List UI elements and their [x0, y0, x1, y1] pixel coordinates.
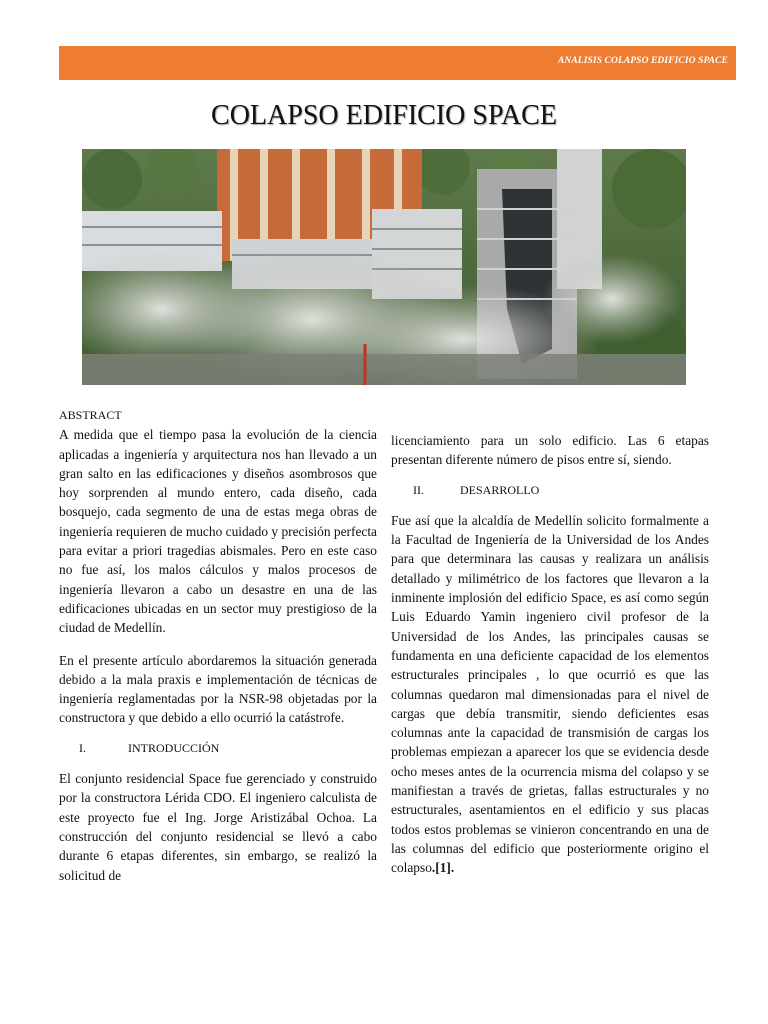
section-title: INTRODUCCIÓN	[128, 740, 220, 755]
abstract-paragraph-1: A medida que el tiempo pasa la evolución de la ciencia aplicadas a ingeniería y arquitectura nos han llevado a un gran salto en las edificaciones y diseños asombrosos que hoy sorprenden al mundo entero, cada diseño, cada bosquejo, cada segmento de una de estas mega obras de ingeniería requieren de mucho cuidado y precisión perfecta para evitar a priori tragedias abismales. Pero en este caso no fue así, los malos cálculos y malos procesos de ingeniería llevaron a cabo un desastre en una de las edificaciones ubicadas en un sector muy prestigioso de la ciudad de Medellín.	[59, 427, 377, 636]
desarrollo-paragraph	[391, 511, 709, 878]
section-number: I.	[79, 740, 86, 755]
page-title: COLAPSO EDIFICIO SPACE	[211, 100, 557, 131]
desarrollo-text: Fue así que la alcaldía de Medellín solicito formalmente a la Facultad de Ingeniería de la Universidad de los Andes para que determinara las causas y realizara un análisis detallado y milimétrico de los factores que llevaron a la inminente implosión del edificio Space, es así como según Luis Eduardo Yamin ingeniero civil profesor de la Universidad de los Andes, las principales causas se fundamenta en una deficiente capacidad de los elementos estructurales principales , lo que ocurrió es que las columnas quedaron mal dimensionadas para el nivel de cargas que debía transmitir, siendo deficientes esas columnas ante la capacidad de transmisión de cargas los problemas empiezan a aparecer los que se evidencia desde ocho meses antes de la ocurrencia misma del colapso y se manifiestan a través de grietas, fallas estructurales y no estructurales, asentamientos en el edificio y sus placas todos estos problemas se vinieron concentrando en una de las columnas del edificio que posteriormente origino el colapso	[391, 512, 709, 876]
left-column	[59, 406, 377, 885]
section-heading-intro	[59, 739, 377, 758]
intro-paragraph: El conjunto residencial Space fue gerenciado y construido por la constructora Lérida CDO. El ingeniero calculista de este proyecto fue el Ing. Jorge Aristizábal Ochoa. La construcción del conjunto residencial se llevó a cabo durante 6 etapas diferentes, sin embargo, se realizó la solicitud de	[59, 771, 377, 883]
abstract-paragraph-2: En el presente artículo abordaremos la situación generada debido a la mala praxis e implementación de técnicas de ingeniería reglamentadas por la NSR-98 objetadas por la constructora y que debido a ello ocurrió la catástrofe.	[59, 652, 377, 726]
header-bar	[59, 46, 736, 80]
section-number: II.	[413, 482, 424, 497]
running-title: ANALISIS COLAPSO EDIFICIO SPACE	[557, 56, 728, 66]
collapse-photo	[82, 149, 686, 385]
citation-reference[interactable]: .[1].	[431, 860, 455, 876]
abstract-heading: ABSTRACT	[59, 408, 122, 422]
right-column	[391, 431, 709, 878]
section-title: DESARROLLO	[460, 482, 540, 497]
section-heading-desarrollo	[391, 481, 709, 500]
intro-paragraph-continued: licenciamiento para un solo edificio. Las 6 etapas presentan diferente número de pisos entre sí, siendo.	[391, 433, 709, 468]
